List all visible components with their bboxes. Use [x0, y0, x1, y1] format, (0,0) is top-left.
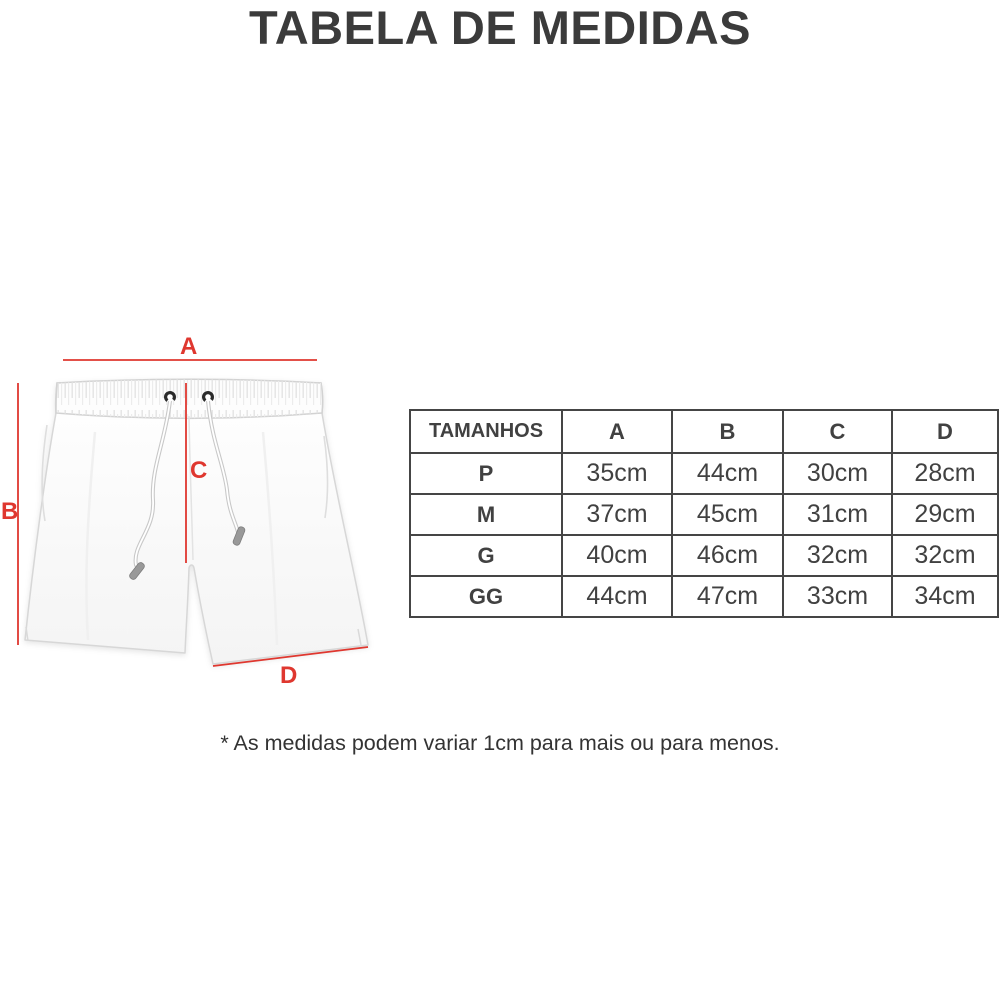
shorts-diagram [0, 330, 400, 700]
cell-value: 37cm [562, 494, 672, 535]
col-header-a: A [562, 410, 672, 453]
shorts-illustration [0, 330, 400, 700]
table-row [410, 453, 998, 494]
waistband-gathers [56, 379, 323, 418]
cell-value: 33cm [783, 576, 892, 617]
dimension-label-d: D [280, 662, 298, 689]
cell-value: 47cm [672, 576, 783, 617]
table-header-row [410, 410, 998, 453]
table-row [410, 535, 998, 576]
size-label-m: M [410, 494, 562, 535]
cell-value: 44cm [672, 453, 783, 494]
col-header-c: C [783, 410, 892, 453]
cell-value: 32cm [892, 535, 998, 576]
cell-value: 30cm [783, 453, 892, 494]
cell-value: 35cm [562, 453, 672, 494]
cell-value: 40cm [562, 535, 672, 576]
cell-value: 31cm [783, 494, 892, 535]
col-header-b: B [672, 410, 783, 453]
cell-value: 34cm [892, 576, 998, 617]
size-label-gg: GG [410, 576, 562, 617]
cell-value: 44cm [562, 576, 672, 617]
table-row [410, 576, 998, 617]
shorts-outline [25, 383, 368, 664]
dimension-label-a: A [180, 333, 198, 360]
cell-value: 45cm [672, 494, 783, 535]
cell-value: 28cm [892, 453, 998, 494]
size-label-p: P [410, 453, 562, 494]
cell-value: 29cm [892, 494, 998, 535]
dimension-label-c: C [190, 457, 208, 484]
measurements-table [409, 409, 999, 618]
footnote: * As medidas podem variar 1cm para mais ou para menos. [220, 731, 780, 755]
shorts-body-group [25, 379, 368, 664]
cell-value: 32cm [783, 535, 892, 576]
dimension-label-b: B [1, 498, 19, 525]
page-title: TABELA DE MEDIDAS [249, 1, 751, 54]
cell-value: 46cm [672, 535, 783, 576]
col-header-tamanhos: TAMANHOS [410, 410, 562, 453]
size-label-g: G [410, 535, 562, 576]
col-header-d: D [892, 410, 998, 453]
table-row [410, 494, 998, 535]
